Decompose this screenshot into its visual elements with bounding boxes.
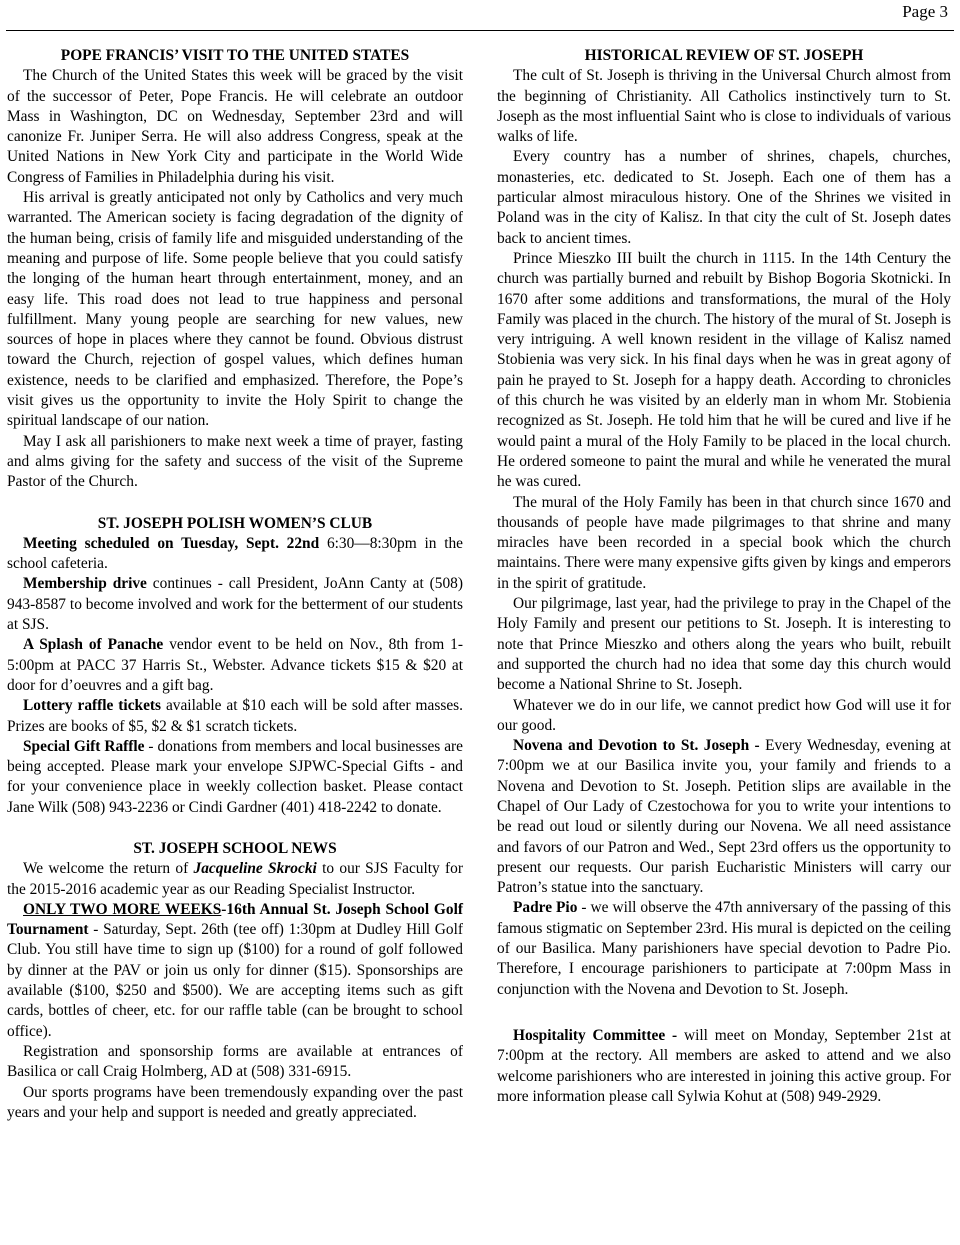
history-paragraph-1: The cult of St. Joseph is thriving in the Universal Church almost from the beginning of Christianity. All Catholics instinctively turn to St. Joseph as the most influential Saint who is close to individuals of various walks of life. <box>497 67 951 146</box>
history-paragraph-4: The mural of the Holy Family has been in that church since 1670 and thousands of people have made pilgrimages to that shrine and many miracles have been recorded in a special book which the church maintains. There were many expensive gifts given by kings and emperors in the spirit of gratitude. <box>497 493 951 592</box>
pope-visit-heading: POPE FRANCIS’ VISIT TO THE UNITED STATES <box>60 47 410 64</box>
membership-text: continues - call President, JoAnn Canty at (508) 943-8587 to become involved and work for the betterment of our students at SJS. <box>7 575 463 634</box>
history-paragraph-6: Whatever we do in our life, we cannot predict how God will use it for our good. <box>497 696 951 734</box>
welcome-text-b: to our SJS Faculty for the 2015-2016 academic year as our Reading Specialist Instructor. <box>7 860 463 898</box>
padre-pio-text: - we will observe the 47th anniversary of the passing of this famous stigmatic on September 23rd. His mural is depicted on the ceiling of our Basilica. Many parishioners have special devotion to Padre Pio. Therefore, I encourage parishioners to participate at 7:00pm Mass in conjunction with the Novena and Devotion to St. Joseph. <box>497 899 951 998</box>
teacher-name: Jacqueline Skrocki <box>193 860 317 878</box>
meeting-label: Meeting scheduled on Tuesday, Sept. 22nd <box>23 534 320 552</box>
hospitality-text: will meet on Monday, September 21st at 7:00pm at the rectory. All members are asked to attend and we also welcome parishioners who are interested in joining this active group. For more information please call Sylwia Kohut at (508) 949-2929. <box>497 1026 951 1105</box>
history-paragraph-5: Our pilgrimage, last year, had the privilege to pray in the Chapel of the Holy Family and present our petitions to St. Joseph. It is interesting to note that Prince Mieszko and others along the years who built, rebuilt and supported the church had no idea that some day this church would become a National Shrine to St. Joseph. <box>497 595 951 694</box>
pope-visit-paragraph-1: The Church of the United States this week will be graced by the visit of the successor of Peter, Pope Francis. He will celebrate an outdoor Mass in Washington, DC on Wednesday, September 23rd and will canonize Fr. Juniper Serra. He will also address Congress, speak at the United Nations in New York City and participate in the World Wide Congress of Families in Philadelphia during his visit. <box>7 67 463 186</box>
section-spacer <box>7 818 463 839</box>
golf-urgency: ONLY TWO MORE WEEKS <box>23 900 222 918</box>
history-heading: HISTORICAL REVIEW OF ST. JOSEPH <box>584 47 864 64</box>
lottery-label: Lottery raffle tickets <box>23 697 162 715</box>
meeting-text: 6:30—8:30pm in the school cafeteria. <box>7 534 463 573</box>
school-news-heading: ST. JOSEPH SCHOOL NEWS <box>133 839 337 857</box>
membership-notice <box>7 574 463 635</box>
gift-raffle-label: Special Gift Raffle <box>23 737 145 755</box>
gift-raffle-notice <box>7 737 463 818</box>
gift-raffle-text: - donations from members and local businesses are being accepted. Please mark your envelope SJPWC-Special Gifts - and for your convenience place in weekly collection basket. Please contact Jane Wilk (508) 943-2236 or Cindi Gardner (401) 418-2242 to donate. <box>7 737 463 816</box>
welcome-text-a: We welcome the return of <box>23 860 194 878</box>
history-paragraph-3: Prince Mieszko III built the church in 1115. In the 14th Century the church was partially burned and rebuilt by Bishop Bogoria Skotnicki. In 1670 after some additions and transformations, the mural of the Holy Family was placed in the church. The history of the mural of St. Joseph is very intriguing. A well known resident in the village of Kalisz named Stobienia was very sick. In his final days when he was in great agony of pain he prayed to St. Joseph for a happy death. According to chronicles of this church he was visited by an elderly man in whom Mr. Stobienia recognized as St. Joseph. He told him that he will be cured and live if he would paint a mural of the Holy Family to be placed in the local church. He ordered someone to paint the mural and while he venerated the mural he was cured. <box>497 249 951 491</box>
pope-visit-paragraph-2: His arrival is greatly anticipated not only by Catholics and very much warranted. The American society is facing degradation of the dignity of the human being, crisis of family life and misguided understanding of the meaning and purpose of life. Some people believe that you could satisfy the longing of the human heart through entertainment, money, and an easy life. This road does not lead to true happiness and personal fulfillment. Many young people are searching for new values, new sources of hope in places where they cannot be found. Obvious distrust toward the Church, rejection of gospel values, which defines human existence, needs to be clarified and emphasized. Therefore, the Pope’s visit gives us the opportunity to invite the Holy Spirit to change the spiritual landscape of our nation. <box>7 189 463 430</box>
welcome-notice <box>7 859 463 900</box>
golf-title: -16th Annual St. Joseph School Golf Tournament <box>7 900 463 939</box>
membership-label: Membership drive <box>23 575 147 593</box>
novena-text: Every Wednesday, evening at 7:00pm we at our Basilica invite you, your family and friends to a Novena and Devotion to St. Joseph. Petition slips are available in the Chapel of Our Lady of Czestochowa for you to write your intentions to be read out loud or silently during our Novena. We all need assistance and favors of our Patron and Wed., Sept 23rd offers us the opportunity to present our requests. Our parish Eucharistic Ministers will carry our Patron’s statue into the sanctuary. <box>497 737 952 897</box>
registration-notice: Registration and sponsorship forms are available at entrances of Basilica or call Craig Holmberg, AD at (508) 331-6915. <box>7 1042 463 1081</box>
novena-label: Novena and Devotion to St. Joseph - <box>513 737 760 755</box>
right-column <box>497 46 951 1107</box>
padre-pio-notice <box>497 898 951 999</box>
hospitality-label: Hospitality Committee - <box>513 1026 678 1044</box>
womens-club-heading: ST. JOSEPH POLISH WOMEN’S CLUB <box>97 514 373 532</box>
hospitality-notice <box>497 1026 951 1107</box>
header-rule <box>6 30 954 31</box>
page-number: Page 3 <box>902 2 948 21</box>
meeting-notice <box>7 534 463 575</box>
splash-label: A Splash of Panache <box>23 636 164 654</box>
splash-notice <box>7 635 463 696</box>
lottery-notice <box>7 696 463 737</box>
section-spacer <box>497 1000 951 1026</box>
left-column <box>7 46 463 1123</box>
section-spacer <box>7 493 463 514</box>
pope-visit-paragraph-3: May I ask all parishioners to make next week a time of prayer, fasting and alms giving for the safety and success of the visit of the Supreme Pastor of the Church. <box>7 432 463 491</box>
golf-text: - Saturday, Sept. 26th (tee off) 1:30pm at Dudley Hill Golf Club. You still have time to sign up ($100) for a round of golf followed by dinner at the PAV or join us only for dinner ($15). Sponsorships are available ($100, $250 and $500). We are accepting items such as gift cards, bottles of cheer, etc. for our raffle table (can be brought to school office). <box>7 921 463 1040</box>
padre-pio-label: Padre Pio <box>513 899 578 917</box>
history-paragraph-2: Every country has a number of shrines, chapels, churches, monasteries, etc. dedicated to St. Joseph. Each one of them has a particular almost miraculous history. One of the Shrines we visited in Poland was in the city of Kalisz. In that city the cult of St. Joseph dates back to ancient times. <box>497 148 951 247</box>
lottery-text: available at $10 each will be sold after masses. Prizes are books of $5, $2 & $1 scratch tickets. <box>7 697 463 735</box>
splash-text: vendor event to be held on Nov., 8th from 1-5:00pm at PACC 37 Harris St., Webster. Advance tickets $15 & $20 at door for d’oeuvres and a gift bag. <box>7 636 463 694</box>
novena-notice <box>497 736 951 898</box>
sports-notice: Our sports programs have been tremendously expanding over the past years and your help and support is needed and greatly appreciated. <box>7 1083 463 1121</box>
golf-notice <box>7 900 463 1042</box>
